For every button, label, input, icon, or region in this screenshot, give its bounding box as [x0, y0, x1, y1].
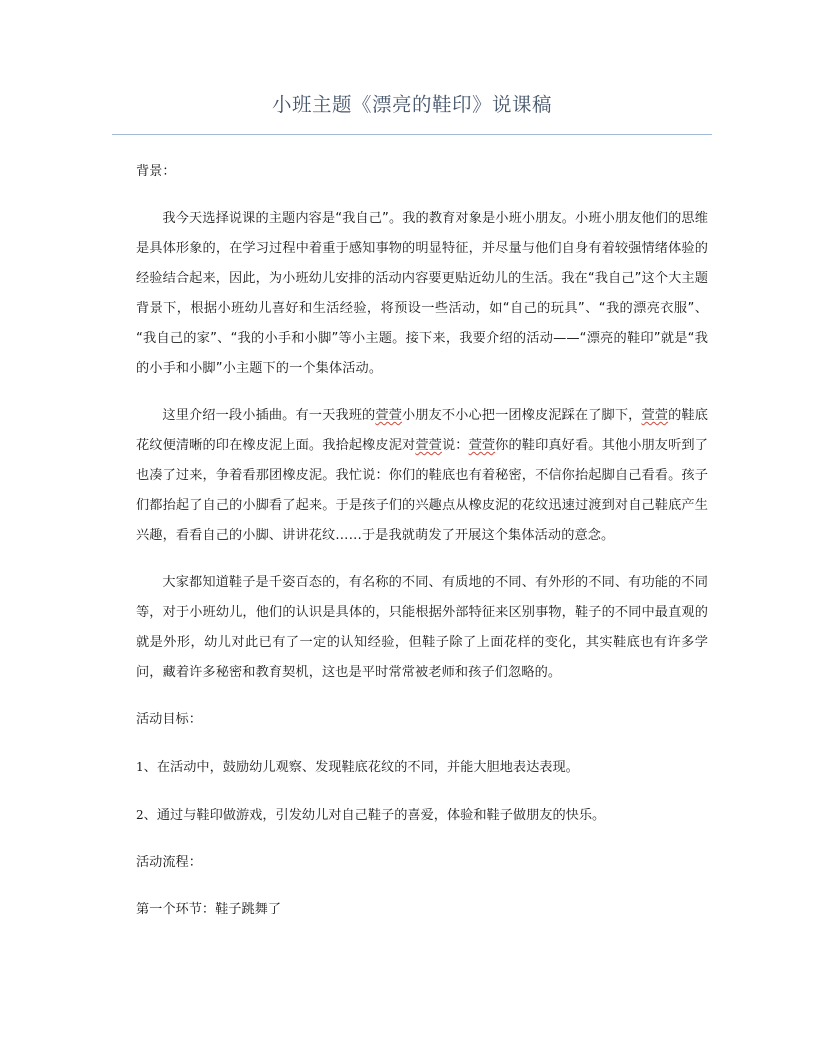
- spellcheck-name-4: 萱萱: [468, 438, 496, 453]
- document-body: [112, 157, 712, 925]
- spellcheck-name-1: 萱萱: [375, 408, 402, 423]
- background-paragraph-2: [136, 401, 708, 551]
- background-heading: 背景：: [136, 164, 176, 179]
- spellcheck-name-3: 萱萱: [415, 438, 442, 453]
- bg2-text-part-1: 这里介绍一段小插曲。有一天我班的: [162, 408, 376, 423]
- document-content: [112, 90, 712, 942]
- background-paragraph-3: 大家都知道鞋子是千姿百态的，有名称的不同、有质地的不同、有外形的不同、有功能的不同等，对于小班幼儿，他们的认识是具体的，只能根据外部特征来区别事物，鞋子的不同中最直观的就是外形，幼儿对此已有了一定的认知经验，但鞋子除了上面花样的变化，其实鞋底也有许多学问，藏着许多秘密和教育契机，这也是平时常常被老师和孩子们忽略的。: [136, 575, 708, 680]
- process-first-step: 第一个环节：鞋子跳舞了: [136, 902, 282, 917]
- goal-text-1: 在活动中，鼓励幼儿观察、发现鞋底花纹的不同，并能大胆地表达表现。: [156, 760, 579, 775]
- spellcheck-name-2: 萱萱: [641, 408, 669, 423]
- page-title: 小班主题《漂亮的鞋印》说课稿: [271, 93, 552, 116]
- goal-item-1: [136, 752, 708, 783]
- goal-separator-2: 、: [143, 808, 157, 823]
- process-heading: 活动流程：: [136, 855, 202, 870]
- goal-number-2: 2: [136, 808, 144, 822]
- bg2-text-part-4: 说：: [441, 438, 469, 453]
- bg2-text-part-5: 你的鞋印真好看。其他小朋友听到了也凑了过来，争着看那团橡皮泥。我忙说：你们的鞋底也有着秘密，不信你抬起脚自己看看。孩子们都抬起了自己的小脚看了起来。于是孩子们的兴趣点从橡皮泥的花纹迅速过渡到对自己鞋底产生兴趣，看看自己的小脚、讲讲花纹……于是我就萌发了开展这个集体活动的意念。: [136, 438, 708, 543]
- goals-heading: 活动目标：: [136, 712, 202, 727]
- goal-text-2: 通过与鞋印做游戏，引发幼儿对自己鞋子的喜爱，体验和鞋子做朋友的快乐。: [156, 808, 606, 823]
- goal-item-2: [136, 800, 708, 831]
- bg2-text-part-2: 小朋友不小心把一团橡皮泥踩在了脚下，: [401, 408, 642, 423]
- background-paragraph-1: 我今天选择说课的主题内容是“我自己”。我的教育对象是小班小朋友。小班小朋友他们的思维是具体形象的，在学习过程中着重于感知事物的明显特征，并尽量与他们自身有着较强情绪体验的经验结合起来，因此，为小班幼儿安排的活动内容要更贴近幼儿的生活。我在“我自己”这个大主题背景下，根据小班幼儿喜好和生活经验，将预设一些活动，如“自己的玩具”、“我的漂亮衣服”、“我自己的家”、“我的小手和小脚”等小主题。接下来，我要介绍的活动——“漂亮的鞋印”就是“我的小手和小脚”小主题下的一个集体活动。: [136, 211, 708, 376]
- goal-separator-1: 、: [143, 760, 157, 775]
- title-divider: [112, 134, 712, 135]
- bg2-text-part-3: 的鞋底花纹便清晰的印在橡皮泥上面。我拾起橡皮泥对: [136, 408, 708, 453]
- goal-number-1: 1: [136, 760, 144, 774]
